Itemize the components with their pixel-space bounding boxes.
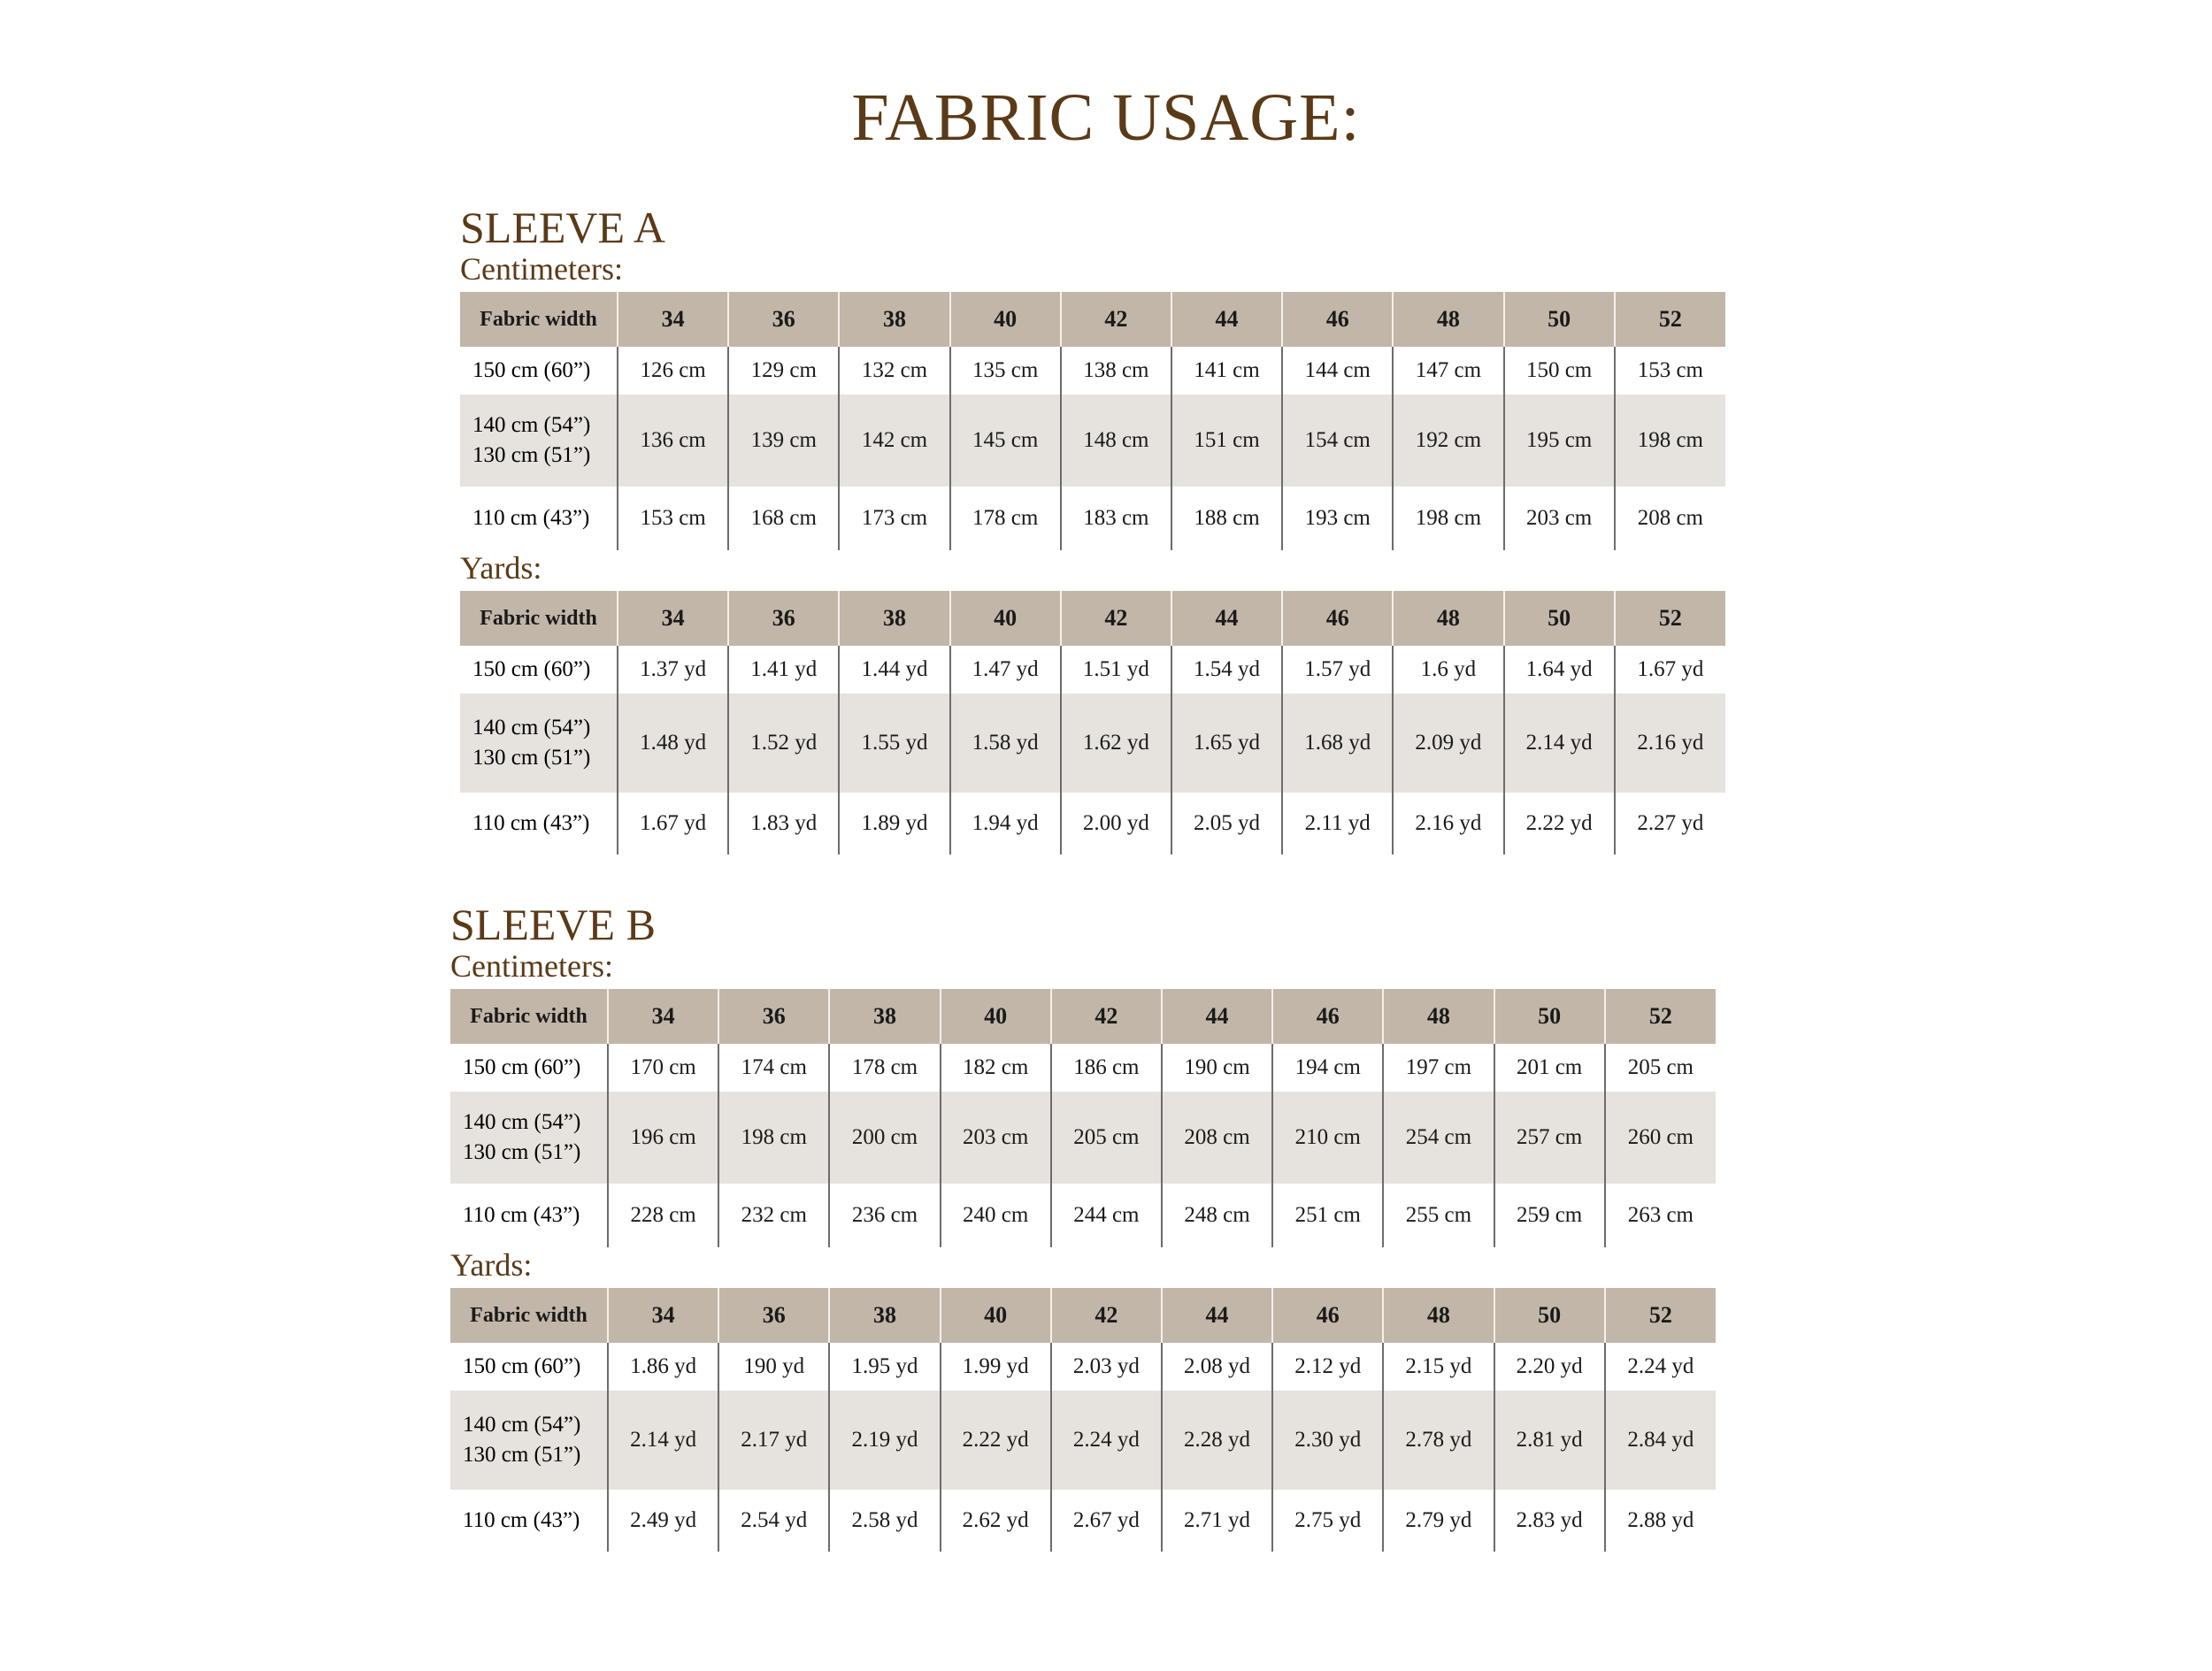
table-row	[450, 1044, 1716, 1092]
row-label	[450, 1044, 608, 1092]
table-cell: 244 cm	[1051, 1184, 1162, 1247]
table-cell: 2.79 yd	[1383, 1490, 1494, 1552]
table-cell: 1.67 yd	[618, 793, 728, 855]
table-cell: 135 cm	[950, 347, 1061, 395]
table-cell: 198 cm	[1393, 487, 1503, 550]
table-cell: 2.30 yd	[1272, 1391, 1383, 1490]
table-row	[450, 1490, 1716, 1552]
row-label-line: 140 cm (54”)	[472, 716, 591, 740]
header-size: 36	[728, 591, 839, 646]
table-cell: 236 cm	[829, 1184, 940, 1247]
table-cell: 1.68 yd	[1282, 694, 1393, 793]
row-label-line: 110 cm (43”)	[472, 506, 590, 531]
table-row	[460, 347, 1725, 395]
header-size: 50	[1504, 292, 1615, 347]
table-cell: 1.94 yd	[950, 793, 1061, 855]
table-cell: 1.41 yd	[728, 646, 839, 694]
table-cell: 2.03 yd	[1051, 1343, 1162, 1391]
table-cell: 2.84 yd	[1605, 1391, 1716, 1490]
table-cell: 205 cm	[1605, 1044, 1716, 1092]
table-cell: 139 cm	[728, 395, 839, 487]
header-size: 38	[839, 591, 949, 646]
table-cell: 2.20 yd	[1494, 1343, 1605, 1391]
header-fabric-width: Fabric width	[460, 591, 618, 646]
table-cell: 201 cm	[1494, 1044, 1605, 1092]
table-cell: 186 cm	[1051, 1044, 1162, 1092]
row-label	[450, 1092, 608, 1184]
header-size: 48	[1383, 989, 1494, 1044]
row-label-line: 150 cm (60”)	[463, 1055, 581, 1080]
table-cell: 129 cm	[728, 347, 839, 395]
centimeters-label: Centimeters:	[450, 948, 613, 984]
table-cell: 2.08 yd	[1162, 1343, 1272, 1391]
table-cell: 2.24 yd	[1051, 1391, 1162, 1490]
row-label	[460, 646, 618, 694]
table-row	[450, 1343, 1716, 1391]
table-cell: 2.58 yd	[829, 1490, 940, 1552]
header-size: 50	[1494, 989, 1605, 1044]
page-title: FABRIC USAGE:	[851, 80, 1361, 155]
row-label	[450, 1391, 608, 1490]
table-cell: 2.54 yd	[718, 1490, 829, 1552]
header-size: 42	[1051, 1288, 1162, 1343]
header-size: 48	[1393, 292, 1503, 347]
table-cell: 196 cm	[608, 1092, 718, 1184]
row-label-line: 150 cm (60”)	[472, 657, 591, 682]
table-cell: 1.99 yd	[941, 1343, 1051, 1391]
table-cell: 194 cm	[1272, 1044, 1383, 1092]
table-cell: 2.78 yd	[1383, 1391, 1494, 1490]
table-cell: 2.09 yd	[1393, 694, 1503, 793]
row-label-line: 110 cm (43”)	[463, 1203, 580, 1228]
yards-table	[450, 1288, 1716, 1552]
header-size: 52	[1615, 591, 1725, 646]
header-size: 44	[1162, 1288, 1272, 1343]
table-cell: 208 cm	[1615, 487, 1725, 550]
table-cell: 1.89 yd	[839, 793, 949, 855]
table-cell: 255 cm	[1383, 1184, 1494, 1247]
section-title: SLEEVE A	[460, 203, 665, 252]
header-size: 52	[1615, 292, 1725, 347]
header-size: 42	[1051, 989, 1162, 1044]
table-cell: 2.15 yd	[1383, 1343, 1494, 1391]
yards-label: Yards:	[460, 550, 542, 586]
table-cell: 178 cm	[829, 1044, 940, 1092]
table-cell: 170 cm	[608, 1044, 718, 1092]
header-size: 40	[950, 591, 1061, 646]
header-size: 50	[1494, 1288, 1605, 1343]
header-row	[460, 292, 1725, 347]
header-size: 42	[1061, 292, 1171, 347]
header-size: 48	[1393, 591, 1503, 646]
table-cell: 198 cm	[1615, 395, 1725, 487]
table-cell: 2.16 yd	[1615, 694, 1725, 793]
table-row	[450, 1184, 1716, 1247]
table-cell: 203 cm	[1504, 487, 1615, 550]
table-row	[460, 487, 1725, 550]
table-cell: 132 cm	[839, 347, 949, 395]
table-cell: 1.67 yd	[1615, 646, 1725, 694]
table-cell: 260 cm	[1605, 1092, 1716, 1184]
centimeters-label: Centimeters:	[460, 251, 623, 287]
table-cell: 203 cm	[941, 1092, 1051, 1184]
table-cell: 2.16 yd	[1393, 793, 1503, 855]
table-cell: 1.6 yd	[1393, 646, 1503, 694]
table-cell: 205 cm	[1051, 1092, 1162, 1184]
header-row	[450, 989, 1716, 1044]
table-row	[460, 793, 1725, 855]
table-cell: 168 cm	[728, 487, 839, 550]
header-row	[460, 591, 1725, 646]
table-row	[450, 1092, 1716, 1184]
table-cell: 1.51 yd	[1061, 646, 1171, 694]
table-cell: 136 cm	[618, 395, 728, 487]
table-cell: 126 cm	[618, 347, 728, 395]
table-cell: 2.28 yd	[1162, 1391, 1272, 1490]
section-sleeve-a	[460, 205, 1725, 855]
table-cell: 178 cm	[950, 487, 1061, 550]
table-cell: 190 cm	[1162, 1044, 1272, 1092]
table-cell: 190 yd	[718, 1343, 829, 1391]
table-cell: 2.22 yd	[941, 1391, 1051, 1490]
table-cell: 1.44 yd	[839, 646, 949, 694]
table-cell: 195 cm	[1504, 395, 1615, 487]
table-cell: 145 cm	[950, 395, 1061, 487]
table-cell: 153 cm	[618, 487, 728, 550]
table-cell: 1.95 yd	[829, 1343, 940, 1391]
table-cell: 197 cm	[1383, 1044, 1494, 1092]
table-cell: 210 cm	[1272, 1092, 1383, 1184]
header-size: 48	[1383, 1288, 1494, 1343]
table-cell: 240 cm	[941, 1184, 1051, 1247]
table-cell: 2.62 yd	[941, 1490, 1051, 1552]
row-label-line: 150 cm (60”)	[472, 358, 591, 383]
table-cell: 147 cm	[1393, 347, 1503, 395]
header-size: 36	[728, 292, 839, 347]
table-cell: 200 cm	[829, 1092, 940, 1184]
table-cell: 208 cm	[1162, 1092, 1272, 1184]
section-title: SLEEVE B	[450, 900, 656, 949]
table-cell: 2.14 yd	[608, 1391, 718, 1490]
row-label	[450, 1343, 608, 1391]
header-size: 50	[1504, 591, 1615, 646]
table-row	[460, 646, 1725, 694]
table-cell: 173 cm	[839, 487, 949, 550]
header-size: 46	[1282, 591, 1393, 646]
row-label	[460, 395, 618, 487]
header-size: 40	[950, 292, 1061, 347]
header-size: 44	[1162, 989, 1272, 1044]
table-row	[460, 395, 1725, 487]
table-cell: 232 cm	[718, 1184, 829, 1247]
header-size: 40	[941, 1288, 1051, 1343]
table-cell: 142 cm	[839, 395, 949, 487]
header-size: 34	[608, 1288, 718, 1343]
table-cell: 1.57 yd	[1282, 646, 1393, 694]
table-cell: 153 cm	[1615, 347, 1725, 395]
row-label-line: 140 cm (54”)	[472, 413, 591, 438]
row-label-line: 130 cm (51”)	[472, 443, 591, 467]
table-cell: 2.88 yd	[1605, 1490, 1716, 1552]
table-cell: 2.12 yd	[1272, 1343, 1383, 1391]
header-size: 46	[1282, 292, 1393, 347]
table-cell: 174 cm	[718, 1044, 829, 1092]
table-cell: 2.49 yd	[608, 1490, 718, 1552]
row-label	[460, 694, 618, 793]
table-cell: 1.64 yd	[1504, 646, 1615, 694]
table-cell: 2.81 yd	[1494, 1391, 1605, 1490]
table-cell: 1.55 yd	[839, 694, 949, 793]
row-label-line: 140 cm (54”)	[463, 1413, 581, 1437]
table-cell: 150 cm	[1504, 347, 1615, 395]
table-cell: 2.17 yd	[718, 1391, 829, 1490]
table-cell: 198 cm	[718, 1092, 829, 1184]
header-fabric-width: Fabric width	[450, 1288, 608, 1343]
table-cell: 1.47 yd	[950, 646, 1061, 694]
table-cell: 263 cm	[1605, 1184, 1716, 1247]
table-cell: 2.27 yd	[1615, 793, 1725, 855]
header-size: 40	[941, 989, 1051, 1044]
table-cell: 144 cm	[1282, 347, 1393, 395]
table-cell: 151 cm	[1171, 395, 1282, 487]
yards-label: Yards:	[450, 1247, 533, 1283]
header-size: 34	[618, 292, 728, 347]
row-label	[450, 1490, 608, 1552]
table-cell: 154 cm	[1282, 395, 1393, 487]
table-row	[460, 694, 1725, 793]
header-size: 36	[718, 1288, 829, 1343]
row-label	[460, 793, 618, 855]
row-label-line: 150 cm (60”)	[463, 1354, 581, 1379]
table-cell: 1.83 yd	[728, 793, 839, 855]
header-fabric-width: Fabric width	[460, 292, 618, 347]
header-fabric-width: Fabric width	[450, 989, 608, 1044]
table-cell: 2.22 yd	[1504, 793, 1615, 855]
table-cell: 2.05 yd	[1171, 793, 1282, 855]
header-size: 46	[1272, 1288, 1383, 1343]
table-cell: 248 cm	[1162, 1184, 1272, 1247]
centimeters-table	[450, 989, 1716, 1247]
table-cell: 257 cm	[1494, 1092, 1605, 1184]
table-cell: 182 cm	[941, 1044, 1051, 1092]
table-cell: 254 cm	[1383, 1092, 1494, 1184]
table-row	[450, 1391, 1716, 1490]
table-cell: 1.48 yd	[618, 694, 728, 793]
table-cell: 2.00 yd	[1061, 793, 1171, 855]
header-size: 44	[1171, 292, 1282, 347]
header-size: 46	[1272, 989, 1383, 1044]
row-label	[450, 1184, 608, 1247]
table-cell: 2.19 yd	[829, 1391, 940, 1490]
row-label-line: 130 cm (51”)	[463, 1443, 581, 1467]
table-cell: 259 cm	[1494, 1184, 1605, 1247]
table-cell: 183 cm	[1061, 487, 1171, 550]
row-label	[460, 487, 618, 550]
table-cell: 2.75 yd	[1272, 1490, 1383, 1552]
table-cell: 2.67 yd	[1051, 1490, 1162, 1552]
section-sleeve-b	[450, 902, 1716, 1552]
table-cell: 1.86 yd	[608, 1343, 718, 1391]
row-label-line: 110 cm (43”)	[472, 811, 590, 836]
yards-table	[460, 591, 1725, 855]
header-size: 52	[1605, 1288, 1716, 1343]
header-size: 38	[839, 292, 949, 347]
table-cell: 1.58 yd	[950, 694, 1061, 793]
row-label-line: 130 cm (51”)	[463, 1140, 581, 1164]
table-cell: 2.71 yd	[1162, 1490, 1272, 1552]
header-size: 38	[829, 1288, 940, 1343]
centimeters-table	[460, 292, 1725, 550]
table-cell: 1.37 yd	[618, 646, 728, 694]
header-size: 34	[618, 591, 728, 646]
table-cell: 148 cm	[1061, 395, 1171, 487]
table-cell: 228 cm	[608, 1184, 718, 1247]
row-label-line: 140 cm (54”)	[463, 1110, 581, 1135]
table-cell: 2.11 yd	[1282, 793, 1393, 855]
table-cell: 1.52 yd	[728, 694, 839, 793]
header-size: 36	[718, 989, 829, 1044]
table-cell: 2.24 yd	[1605, 1343, 1716, 1391]
table-cell: 1.62 yd	[1061, 694, 1171, 793]
header-size: 42	[1061, 591, 1171, 646]
row-label-line: 130 cm (51”)	[472, 746, 591, 770]
header-size: 44	[1171, 591, 1282, 646]
header-size: 38	[829, 989, 940, 1044]
row-label-line: 110 cm (43”)	[463, 1508, 580, 1533]
table-cell: 138 cm	[1061, 347, 1171, 395]
table-cell: 188 cm	[1171, 487, 1282, 550]
header-size: 34	[608, 989, 718, 1044]
row-label	[460, 347, 618, 395]
header-size: 52	[1605, 989, 1716, 1044]
table-cell: 1.54 yd	[1171, 646, 1282, 694]
table-cell: 193 cm	[1282, 487, 1393, 550]
table-cell: 2.83 yd	[1494, 1490, 1605, 1552]
header-row	[450, 1288, 1716, 1343]
table-cell: 2.14 yd	[1504, 694, 1615, 793]
table-cell: 251 cm	[1272, 1184, 1383, 1247]
table-cell: 141 cm	[1171, 347, 1282, 395]
table-cell: 192 cm	[1393, 395, 1503, 487]
table-cell: 1.65 yd	[1171, 694, 1282, 793]
